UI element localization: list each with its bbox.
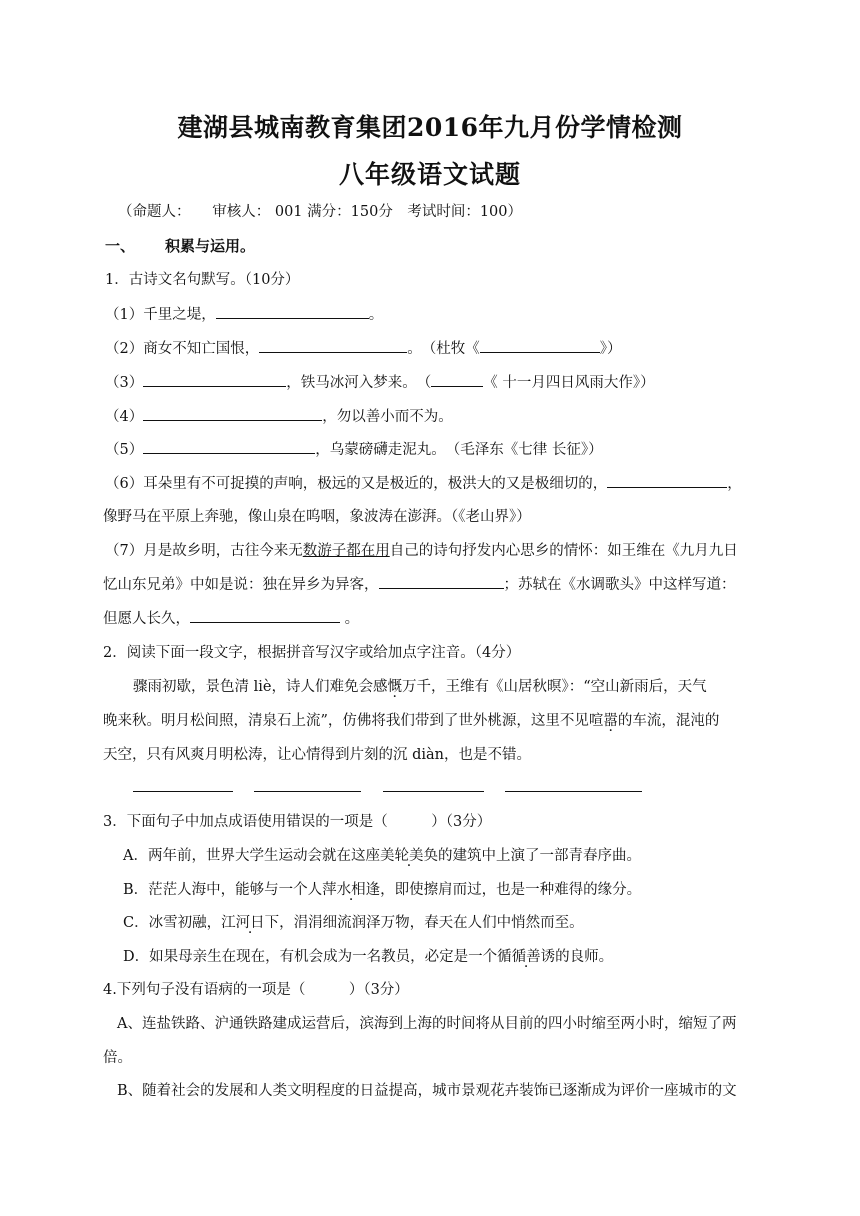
q2-paragraph-line-2 bbox=[103, 709, 768, 730]
text: ，勿以善小而不为。 bbox=[322, 409, 453, 425]
q1-item-6-cont: 像野马在平原上奔驰，像山泉在呜咽，象波涛在澎湃。（《老山界》） bbox=[103, 509, 531, 525]
answer-line-4[interactable] bbox=[505, 791, 642, 792]
text: 的良师。 bbox=[555, 949, 614, 965]
answer-blank[interactable] bbox=[143, 372, 286, 387]
text: B．茫茫人海中，能够与一个人 bbox=[123, 882, 323, 898]
dotted-idiom: 循循善诱 bbox=[497, 949, 556, 965]
text: 。 （杜牧《 bbox=[407, 341, 480, 357]
text: （5） bbox=[105, 442, 144, 458]
answer-blank[interactable] bbox=[431, 372, 483, 387]
text: 但愿人长久， bbox=[103, 611, 190, 627]
text: （2）商女不知亡国恨， bbox=[105, 341, 260, 357]
section-number: 一、 bbox=[105, 237, 136, 255]
answer-blank[interactable] bbox=[259, 338, 407, 353]
section-1-heading bbox=[105, 235, 768, 256]
text: 忆山东兄弟》中如是说：独在异乡为异客， bbox=[103, 577, 379, 593]
text: ，铁马冰河入梦来。 （ bbox=[286, 375, 432, 391]
dotted-char: 慨 bbox=[387, 679, 402, 695]
text: 自己的诗句抒发内心思乡的情怀：如王维在《九月九日 bbox=[389, 543, 738, 559]
answer-blank[interactable] bbox=[143, 439, 315, 454]
text: 》） bbox=[599, 341, 622, 357]
answer-blank[interactable] bbox=[607, 473, 727, 488]
q3-option-a bbox=[123, 844, 768, 865]
dotted-idiom: 美轮美奂 bbox=[379, 848, 438, 864]
answer-line-1[interactable] bbox=[133, 791, 233, 792]
exam-meta: （命题人： 审核人： 001 满分：150分 考试时间：100） bbox=[118, 204, 522, 220]
text: （4） bbox=[105, 409, 144, 425]
text: 的建筑中上演了一部青春序曲。 bbox=[437, 848, 641, 864]
answer-blank[interactable] bbox=[480, 338, 600, 353]
text: 。 bbox=[368, 307, 384, 323]
text: （3） bbox=[105, 375, 144, 391]
q4-option-b: B、随着社会的发展和人类文明程度的日益提高，城市景观花卉装饰已逐渐成为评价一座城市的文 bbox=[117, 1083, 737, 1099]
text: ；苏轼在《水调歌头》中这样写道： bbox=[503, 577, 736, 593]
text: 晚来秋。明月松间照，清泉石上流”，仿佛将我们带到了世外桃源，这里不见喧 bbox=[103, 713, 604, 729]
text: （6）耳朵里有不可捉摸的声响，极远的又是极近的，极洪大的又是极细切的， bbox=[105, 476, 608, 492]
answer-blank[interactable] bbox=[190, 608, 340, 623]
underlined-text: 数游子都在用 bbox=[302, 543, 390, 559]
q1-item-3 bbox=[105, 371, 768, 392]
text: ，涓涓细流润泽万物，春天在人们中悄然而至。 bbox=[279, 915, 584, 931]
q1-item-6 bbox=[105, 472, 768, 493]
q1-item-5 bbox=[105, 438, 768, 459]
answer-line-3[interactable] bbox=[383, 791, 484, 792]
dotted-char: 嚣 bbox=[603, 713, 618, 729]
exam-subtitle: 八年级语文试题 bbox=[338, 160, 521, 189]
q2-heading: 2．阅读下面一段文字，根据拼音写汉字或给加点字注音。（4分） bbox=[103, 645, 521, 661]
text: D．如果母亲生在现在，有机会成为一名教员，必定是一个 bbox=[123, 949, 498, 965]
q3-option-b bbox=[123, 878, 768, 899]
q1-item-7-cont bbox=[103, 573, 768, 594]
q3-option-d bbox=[123, 945, 768, 966]
q3-option-c bbox=[123, 911, 768, 932]
answer-blank[interactable] bbox=[216, 304, 369, 319]
text: 。 bbox=[340, 611, 360, 627]
text: 《 十一月四日风雨大作》） bbox=[483, 375, 655, 391]
q1-item-7 bbox=[105, 539, 768, 560]
q4-option-a: A、连盐铁路、沪通铁路建成运营后，滨海到上海的时间将从目前的四小时缩至两小时，缩短了两 bbox=[117, 1016, 737, 1032]
q3-heading: 3．下面句子中加点成语使用错误的一项是（ ）（3分） bbox=[103, 814, 492, 830]
text: ， bbox=[727, 476, 742, 492]
q1-heading: 1．古诗文名句默写。（10分） bbox=[105, 272, 300, 288]
exam-title: 建湖县城南教育集团2016年九月份学情检测 bbox=[177, 113, 683, 142]
dotted-idiom: 萍水相逢 bbox=[322, 882, 381, 898]
q1-item-4 bbox=[105, 405, 768, 426]
answer-blank[interactable] bbox=[143, 406, 322, 421]
answer-line-2[interactable] bbox=[254, 791, 361, 792]
text: ，即使擦肩而过，也是一种难得的缘分。 bbox=[380, 882, 642, 898]
answer-blank[interactable] bbox=[379, 574, 504, 589]
text: 万千，王维有《山居秋暝》：“空山新雨后，天气 bbox=[401, 679, 707, 695]
text: （1）千里之堤， bbox=[105, 307, 216, 323]
q1-item-7-cont-2 bbox=[103, 607, 768, 628]
text: 骤雨初歇，景色清 liè，诗人们难免会感 bbox=[133, 679, 388, 695]
section-title: 积累与运用。 bbox=[165, 237, 256, 255]
q4-option-a-cont: 倍。 bbox=[103, 1050, 132, 1066]
text: ，乌蒙磅礴走泥丸。 （毛泽东《七律 长征》） bbox=[315, 442, 603, 458]
text: A．两年前，世界大学生运动会就在这座 bbox=[123, 848, 380, 864]
q2-paragraph-line-3: 天空，只有风爽月明松涛，让心情得到片刻的沉 diàn，也是不错。 bbox=[103, 747, 532, 763]
dotted-idiom: 江河日下 bbox=[221, 915, 280, 931]
text: （7）月是故乡明，古往今来无 bbox=[105, 543, 303, 559]
q2-paragraph-line-1 bbox=[133, 675, 768, 696]
text: C．冰雪初融， bbox=[123, 915, 222, 931]
q4-heading: 4.下列句子没有语病的一项是（ ）（3分） bbox=[103, 982, 409, 998]
q1-item-1 bbox=[105, 303, 768, 324]
text: 的车流，混沌的 bbox=[617, 713, 720, 729]
q1-item-2 bbox=[105, 337, 768, 358]
